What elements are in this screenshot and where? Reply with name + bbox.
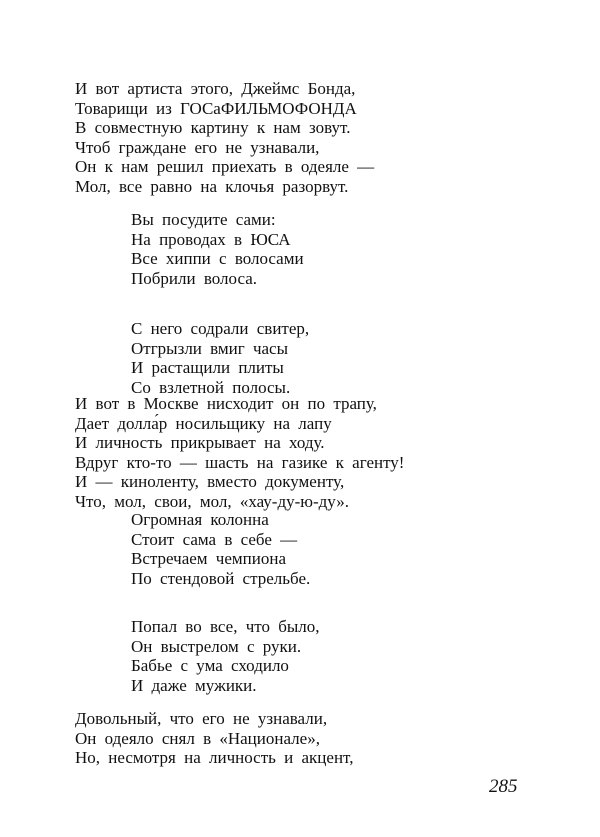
verse-line: Отгрызли вмиг часы [131, 338, 289, 358]
verse-line: Он к нам решил приехать в одеяле — [75, 157, 375, 177]
verse-line: И даже мужики. [131, 675, 257, 695]
verse-line: Огромная колонна [131, 510, 269, 529]
verse-line: И растащили плиты [131, 358, 284, 378]
verse-line: Дает долла́р носильщику на лапу [75, 413, 332, 433]
verse-line: Со взлетной полосы. [131, 377, 291, 397]
verse-line: И — киноленту, вместо документу, [75, 472, 345, 492]
verse-line: Побрили волоса. [131, 268, 257, 288]
verse-line: Встречаем чемпиона [131, 549, 286, 569]
stanza-6 [131, 617, 320, 695]
verse-line: Вы посудите сами: [131, 210, 276, 229]
verse-line: И вот артиста этого, Джеймс Бонда, [75, 79, 356, 98]
verse-line: В совместную картину к нам зовут. [75, 118, 351, 138]
stanza-4 [75, 394, 404, 512]
verse-line: Что, мол, свои, мол, «хау-ду-ю-ду». [75, 491, 349, 511]
verse-line: И вот в Москве нисходит он по трапу, [75, 394, 377, 413]
verse-line: По стендовой стрельбе. [131, 568, 311, 588]
verse-line: Но, несмотря на личность и акцент, [75, 748, 354, 768]
stanza-7 [75, 709, 353, 768]
verse-line: И личность прикрывает на ходу. [75, 433, 325, 453]
verse-line: Он одеяло снял в «Национале», [75, 728, 320, 748]
verse-line: Стоит сама в себе — [131, 529, 298, 549]
verse-line: Чтоб граждане его не узнавали, [75, 137, 320, 157]
verse-line: Попал во все, что было, [131, 617, 320, 636]
page-number: 285 [489, 776, 518, 797]
verse-line: Довольный, что его не узнавали, [75, 709, 328, 728]
stanza-5 [131, 510, 310, 588]
stanza-1 [75, 79, 374, 197]
verse-line: Все хиппи с волосами [131, 249, 304, 269]
verse-line: Товарищи из ГОСаФИЛЬМОФОНДА [75, 98, 357, 118]
stanza-3 [131, 319, 309, 397]
verse-line: Вдруг кто-то — шасть на газике к агенту! [75, 452, 405, 472]
verse-line: На проводах в ЮСА [131, 229, 291, 249]
stanza-2 [131, 210, 304, 288]
verse-line: Бабье с ума сходило [131, 656, 289, 676]
verse-line: Он выстрелом с руки. [131, 636, 302, 656]
verse-line: Мол, все равно на клочья разорвут. [75, 176, 349, 196]
verse-line: С него содрали свитер, [131, 319, 310, 338]
